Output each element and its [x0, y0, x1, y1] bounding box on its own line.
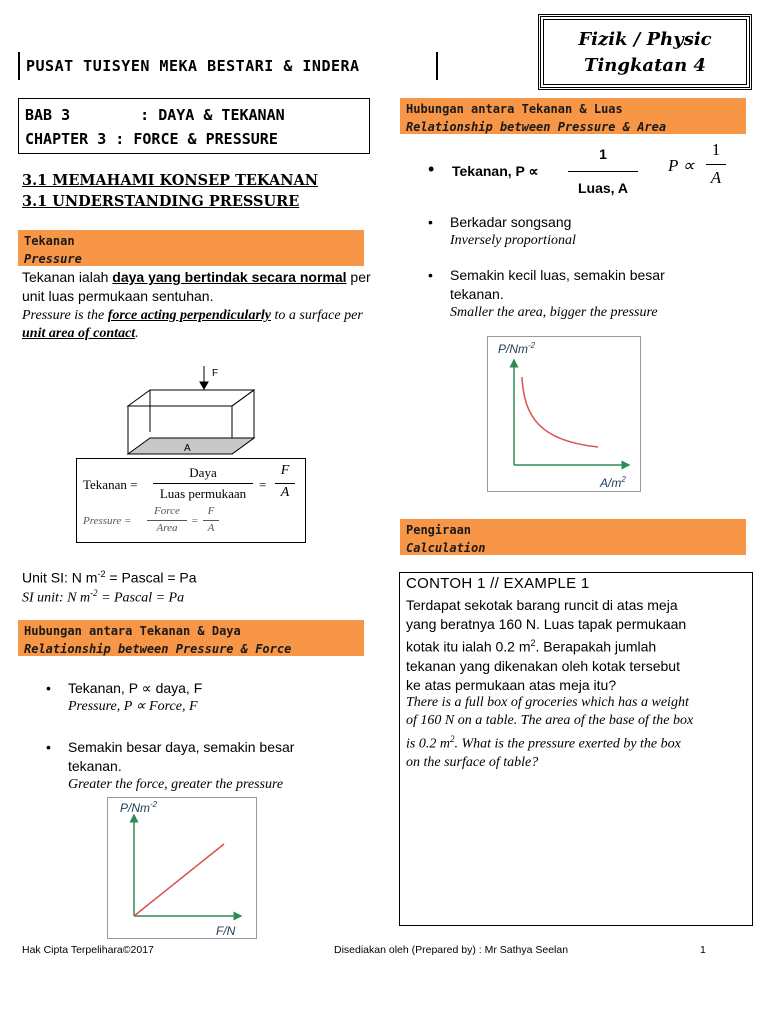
chapter-label-ms: BAB 3: [25, 106, 71, 124]
list-item: [46, 738, 366, 798]
formula-den-sym: A: [280, 485, 290, 500]
def-ms-part1: Tekanan ialah: [22, 269, 113, 285]
formula-en-sym-line: [203, 520, 219, 521]
formula-fraction-line: [153, 483, 253, 484]
formula-en-num-sym: F: [207, 505, 215, 517]
q-en-line3-exp: 2: [449, 734, 455, 744]
pa-y-exp: -2: [528, 341, 536, 350]
pa-prop-num: 1: [711, 140, 721, 159]
pf-y-exp: -2: [150, 800, 158, 809]
q-ms-line4: tekanan yang dikenakan oleh kotak tersebut: [406, 657, 680, 674]
pressure-force-band-ms: Hubungan antara Tekanan & Daya: [24, 624, 241, 638]
def-ms-emphasis: daya yang bertindak secara normal: [112, 269, 347, 285]
si-unit-en-rest: = Pascal = Pa: [97, 590, 185, 606]
linear-line: [134, 844, 224, 916]
q-en-line3a: is 0.2 m: [406, 736, 450, 752]
example-title: CONTOH 1 // EXAMPLE 1: [406, 575, 590, 592]
q-en-line3b: . What is the pressure exerted by the box: [454, 736, 681, 752]
pressure-box-diagram: [118, 362, 268, 458]
example-box: [399, 572, 753, 926]
def-en-emphasis1: force acting perpendicularly: [107, 308, 271, 323]
si-unit-en-exp: -2: [90, 588, 98, 598]
example-question-ms: [406, 596, 748, 695]
pa-bullet3-ms-line1: Semakin kecil luas, semakin besar: [450, 267, 665, 283]
formula-lhs-en: Pressure =: [83, 515, 132, 527]
formula-en-line: [147, 520, 187, 521]
pa-prop-lhs: P ∝: [668, 156, 695, 175]
pf-graph-x-label: F/N: [216, 924, 236, 938]
section-title-ms: 3.1 MEMAHAMI KONSEP TEKANAN: [22, 172, 318, 189]
pa-b1-lhs: Tekanan, P ∝: [452, 163, 539, 179]
area-label: A: [184, 443, 191, 454]
list-item: [46, 679, 366, 719]
q-en-line4: on the surface of table?: [406, 754, 539, 770]
pressure-area-band-ms: Hubungan antara Tekanan & Luas: [406, 102, 623, 116]
footer-copyright: Hak Cipta Terpelihara©2017: [22, 944, 154, 956]
q-en-line2: of 160 N on a table. The area of the base of the box: [406, 713, 694, 728]
pf-bullet2-en: Greater the force, greater the pressure: [68, 777, 284, 792]
bullet-dot: •: [428, 159, 435, 179]
si-unit-en-text: SI unit: N m: [22, 590, 91, 606]
formula-en-den-sym: A: [207, 522, 215, 534]
formula-den-en: Area: [156, 522, 178, 534]
pa-b1-fraction-line: [568, 171, 638, 172]
q-ms-line3a: kotak itu ialah 0.2 m: [406, 638, 531, 655]
pa-bullet3-en: Smaller the area, bigger the pressure: [450, 305, 658, 320]
def-en-part3: to a surface per: [271, 308, 363, 323]
pf-graph-y-label: [120, 800, 157, 815]
pf-y-text: P/Nm: [120, 801, 150, 815]
q-ms-line3b: . Berapakah jumlah: [535, 638, 657, 655]
q-ms-line3-exp: 2: [530, 638, 536, 648]
pa-prop-den: A: [710, 168, 722, 187]
pa-bullet2-en: Inversely proportional: [450, 233, 576, 248]
pressure-force-band-en: Relationship between Pressure & Force: [24, 642, 292, 656]
bullet-dot: •: [46, 680, 51, 696]
pa-prop-line: [706, 164, 726, 165]
si-unit-ms-text: Unit SI: N m: [22, 569, 98, 586]
formula-lhs-ms: Tekanan =: [83, 477, 138, 492]
pa-graph-y-label: [498, 341, 535, 356]
pf-bullet2-ms-line2: tekanan.: [68, 758, 122, 774]
page-number: 1: [700, 944, 706, 956]
pressure-force-band: [18, 620, 364, 656]
formula-num-en: Force: [154, 505, 180, 517]
pressure-area-band: [400, 98, 746, 134]
pa-b1-num: 1: [599, 146, 607, 162]
pressure-area-graph: [487, 336, 641, 492]
q-ms-line1: Terdapat sekotak barang runcit di atas meja: [406, 597, 678, 613]
pa-y-text: P/Nm: [498, 342, 528, 356]
formula-num-ms: Daya: [189, 465, 217, 480]
subject-box: [538, 14, 752, 90]
formula-en-equals: =: [191, 515, 199, 527]
pressure-area-band-en: Relationship between Pressure & Area: [406, 120, 667, 134]
pa-bullet3-ms-line2: tekanan.: [450, 286, 504, 302]
pf-bullet1-en: Pressure, P ∝ Force, F: [68, 699, 198, 714]
chapter-title-en: CHAPTER 3 : FORCE & PRESSURE: [25, 130, 278, 148]
list-item: [428, 213, 748, 253]
pressure-band-en: Pressure: [24, 252, 82, 266]
q-ms-line2: yang beratnya 160 N. Luas tapak permukaan: [406, 616, 687, 632]
example-question-en: [406, 694, 748, 772]
pa-bullet2-ms: Berkadar songsang: [450, 214, 572, 230]
pressure-force-graph: [107, 797, 257, 939]
force-label: F: [212, 368, 219, 379]
si-unit-ms-rest: = Pascal = Pa: [105, 569, 197, 586]
calculation-band-en: Calculation: [406, 541, 486, 555]
pa-b1-den: Luas, A: [577, 180, 629, 196]
formula-equals: =: [259, 477, 267, 492]
pf-bullet2-ms-line1: Semakin besar daya, semakin besar: [68, 739, 295, 755]
q-en-line1: There is a full box of groceries which has a weight: [406, 695, 689, 710]
def-en-period: .: [135, 326, 139, 341]
tuition-center-name: PUSAT TUISYEN MEKA BESTARI & INDERA: [18, 52, 438, 80]
calculation-band-ms: Pengiraan: [406, 523, 472, 537]
pa-graph-x-label: [600, 475, 626, 490]
formula-den-ms: Luas permukaan: [159, 486, 247, 501]
pressure-band: [18, 230, 364, 266]
calculation-band: [400, 519, 746, 555]
def-ms-part3: per unit luas permukaan sentuhan.: [22, 269, 371, 304]
def-en-emphasis2: unit area of contact: [22, 326, 136, 341]
pressure-definition-en: [22, 307, 372, 343]
bullet-dot: •: [428, 267, 433, 283]
chapter-title-ms: : DAYA & TEKANAN: [140, 106, 285, 124]
bullet-dot: •: [46, 739, 51, 755]
formula-sym-line: [275, 483, 295, 484]
pf-bullet1-ms: Tekanan, P ∝ daya, F: [68, 680, 203, 696]
si-unit-ms-exp: -2: [97, 569, 106, 579]
pressure-formula-box: [76, 458, 306, 543]
pa-x-text: A/m: [600, 476, 622, 490]
formula-num-sym: F: [280, 463, 290, 478]
inverse-curve: [522, 377, 598, 447]
si-unit-en: [22, 584, 184, 608]
def-en-part1: Pressure is the: [22, 308, 108, 323]
pa-x-exp: 2: [621, 475, 626, 484]
section-title-en: 3.1 UNDERSTANDING PRESSURE: [22, 193, 300, 210]
pressure-definition-ms: [22, 268, 372, 306]
pressure-band-ms: Tekanan: [24, 234, 75, 248]
q-ms-line5: ke atas permukaan atas meja itu?: [406, 676, 617, 693]
footer-prepared-by: Disediakan oleh (Prepared by) : Mr Sathya Seelan: [334, 944, 569, 956]
chapter-box: [18, 98, 370, 154]
form-level: Tingkatan 4: [584, 55, 706, 76]
bullet-dot: •: [428, 214, 433, 230]
list-item: [428, 266, 748, 326]
subject-title: Fizik / Physic: [578, 29, 712, 50]
